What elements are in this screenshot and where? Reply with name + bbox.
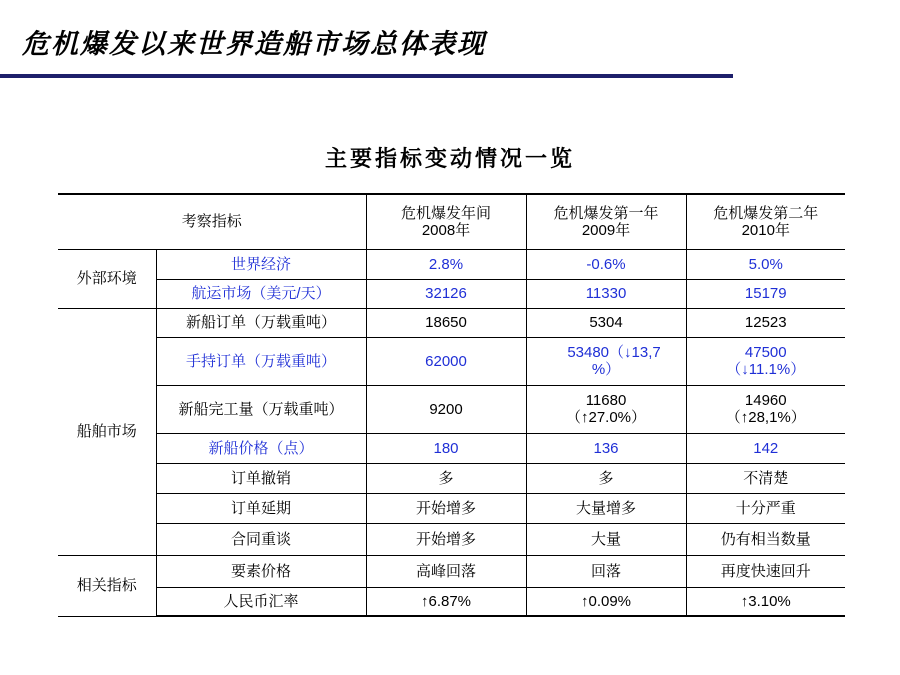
cell-factor-prices-2010: 再度快速回升 (686, 555, 845, 587)
header-2010-line2: 2010年 (741, 221, 790, 239)
cell-orderbook-2009-line2: %） (591, 361, 621, 378)
cell-orderbook-2010-line1: 47500 (744, 344, 787, 361)
cell-orderbook-2009-line1: 53480（↓13,7 (567, 344, 661, 361)
table-row (58, 493, 845, 523)
cell-orderbook-2010 (686, 337, 845, 385)
cell-cancellations-2008: 多 (366, 463, 526, 493)
cell-cancellations-2010: 不清楚 (686, 463, 845, 493)
cell-shipping-market-2008: 32126 (366, 279, 526, 308)
cell-newbuild-price-2008: 180 (366, 433, 526, 463)
cell-orderbook-2009 (526, 337, 686, 385)
cell-shipping-market-2010: 15179 (686, 279, 845, 308)
cell-new-orders-2008: 18650 (366, 308, 526, 337)
indicator-table (58, 193, 845, 617)
header-row (58, 194, 845, 249)
cell-world-economy-2009: -0.6% (526, 249, 686, 279)
cell-renegotiation-2010: 仍有相当数量 (686, 523, 845, 555)
cell-new-orders-2009: 5304 (526, 308, 686, 337)
row-label-orderbook: 手持订单（万载重吨） (156, 337, 366, 385)
row-label-cancellations: 订单撤销 (156, 463, 366, 493)
cell-world-economy-2008: 2.8% (366, 249, 526, 279)
header-2008 (366, 194, 526, 249)
row-label-rmb-rate: 人民币汇率 (156, 587, 366, 616)
cell-orderbook-2010-line2: （↓11.1%） (726, 361, 806, 378)
cell-completions-2009-line1: 11680 (585, 392, 627, 409)
cell-new-orders-2010: 12523 (686, 308, 845, 337)
table-row (58, 385, 845, 433)
cell-renegotiation-2008: 开始增多 (366, 523, 526, 555)
cell-orderbook-2008: 62000 (366, 337, 526, 385)
cell-factor-prices-2008: 高峰回落 (366, 555, 526, 587)
row-label-newbuild-price: 新船价格（点） (156, 433, 366, 463)
cell-delays-2009: 大量增多 (526, 493, 686, 523)
group-related: 相关指标 (58, 555, 156, 616)
cell-newbuild-price-2009: 136 (526, 433, 686, 463)
row-label-completions: 新船完工量（万载重吨） (156, 385, 366, 433)
cell-rmb-rate-2009: ↑0.09% (526, 587, 686, 616)
cell-completions-2009-line2: （↑27.0%） (565, 409, 647, 426)
table-row (58, 587, 845, 616)
group-shipbuilding: 船舶市场 (58, 308, 156, 555)
cell-delays-2010: 十分严重 (686, 493, 845, 523)
cell-newbuild-price-2010: 142 (686, 433, 845, 463)
cell-completions-2010-line1: 14960 (744, 392, 787, 409)
title-underline (0, 74, 733, 78)
header-2008-line1: 危机爆发年间 (401, 204, 492, 222)
cell-delays-2008: 开始增多 (366, 493, 526, 523)
table-row (58, 463, 845, 493)
row-label-renegotiation: 合同重谈 (156, 523, 366, 555)
slide-title: 危机爆发以来世界造船市场总体表现 (22, 29, 486, 60)
cell-completions-2009 (526, 385, 686, 433)
header-2008-line2: 2008年 (421, 221, 471, 239)
table-row (58, 337, 845, 385)
table-row (58, 308, 845, 337)
cell-shipping-market-2009: 11330 (526, 279, 686, 308)
header-2009-line2: 2009年 (581, 221, 631, 239)
header-2010-line1: 危机爆发第二年 (713, 204, 819, 222)
cell-world-economy-2010: 5.0% (686, 249, 845, 279)
table-row (58, 555, 845, 587)
header-2009-line1: 危机爆发第一年 (553, 204, 659, 222)
cell-rmb-rate-2010: ↑3.10% (686, 587, 845, 616)
table-row (58, 249, 845, 279)
row-label-shipping-market: 航运市场（美元/天） (156, 279, 366, 308)
row-label-new-orders: 新船订单（万载重吨） (156, 308, 366, 337)
cell-completions-2010 (686, 385, 845, 433)
header-2010 (686, 194, 845, 249)
cell-rmb-rate-2008: ↑6.87% (366, 587, 526, 616)
row-label-delays: 订单延期 (156, 493, 366, 523)
cell-renegotiation-2009: 大量 (526, 523, 686, 555)
table-row (58, 523, 845, 555)
cell-completions-2010-line2: （↑28,1%） (725, 409, 806, 426)
row-label-factor-prices: 要素价格 (156, 555, 366, 587)
cell-factor-prices-2009: 回落 (526, 555, 686, 587)
table-caption: 主要指标变动情况一览 (324, 147, 575, 172)
cell-completions-2008: 9200 (366, 385, 526, 433)
cell-cancellations-2009: 多 (526, 463, 686, 493)
row-label-world-economy: 世界经济 (156, 249, 366, 279)
group-external: 外部环境 (58, 249, 156, 308)
table-row (58, 279, 845, 308)
table-row (58, 433, 845, 463)
header-indicator: 考察指标 (58, 194, 366, 249)
header-2009 (526, 194, 686, 249)
